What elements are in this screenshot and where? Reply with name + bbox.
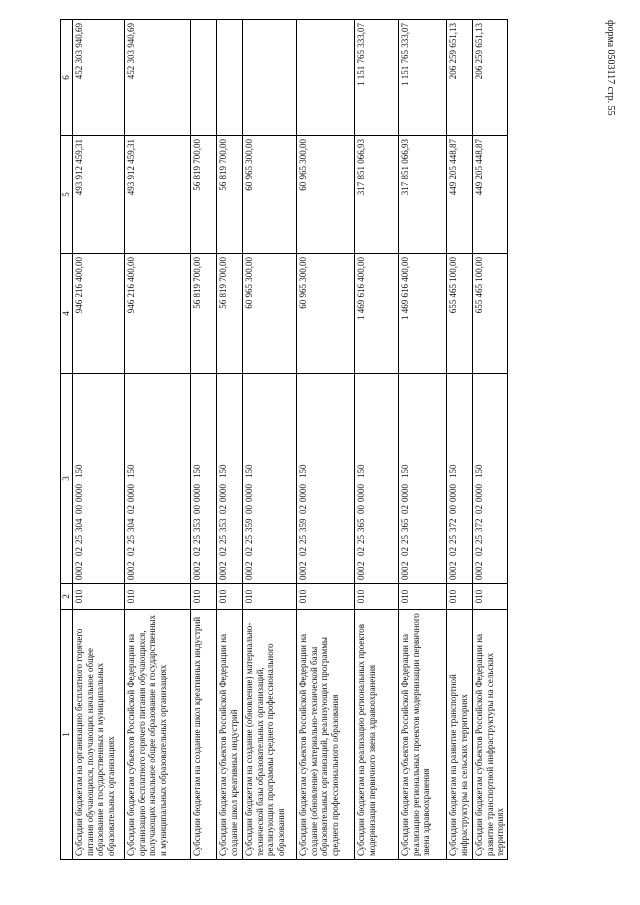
row-line-code: 010 bbox=[243, 584, 297, 610]
row-executed-amount: 449 205 448,87 bbox=[447, 136, 473, 254]
budget-code-segment: 150 bbox=[400, 464, 410, 478]
row-approved-amount: 946 216 400,00 bbox=[125, 254, 191, 374]
page-header: форма 0503117 стр. 55 bbox=[605, 20, 616, 116]
row-approved-amount: 946 216 400,00 bbox=[73, 254, 125, 374]
budget-code-segment: 02 bbox=[298, 505, 308, 514]
header-cell: 5 bbox=[61, 136, 73, 254]
budget-code-segment: 372 bbox=[474, 518, 484, 532]
budget-code-segment: 000 bbox=[244, 566, 254, 580]
row-name: Субсидии бюджетам субъектов Российской Федерации на реализацию региональных проектов модернизации первичного звена здравоохранения bbox=[399, 610, 447, 860]
table-row bbox=[355, 20, 399, 860]
table-row bbox=[125, 20, 191, 860]
header-cell: 6 bbox=[61, 20, 73, 136]
row-budget-code bbox=[399, 374, 447, 584]
row-budget-code bbox=[73, 374, 125, 584]
row-executed-amount: 317 851 066,93 bbox=[399, 136, 447, 254]
budget-code-segment: 02 bbox=[244, 547, 254, 556]
table-row bbox=[297, 20, 355, 860]
budget-code-segment: 0000 bbox=[126, 484, 136, 502]
row-executed-amount: 449 205 448,87 bbox=[473, 136, 508, 254]
budget-code-segment: 25 bbox=[218, 535, 228, 544]
header-cell: 2 bbox=[61, 584, 73, 610]
budget-code-segment: 25 bbox=[448, 535, 458, 544]
header-cell: 1 bbox=[61, 610, 73, 860]
budget-code-segment: 000 bbox=[298, 566, 308, 580]
table-header-row bbox=[61, 20, 73, 860]
row-executed-amount: 60 965 300,00 bbox=[297, 136, 355, 254]
budget-code-segment: 000 bbox=[218, 566, 228, 580]
row-unexecuted-amount: 452 303 940,69 bbox=[125, 20, 191, 136]
budget-code-segment: 365 bbox=[356, 518, 366, 532]
budget-code-segment: 02 bbox=[126, 505, 136, 514]
table-row bbox=[399, 20, 447, 860]
budget-code-segment: 000 bbox=[448, 566, 458, 580]
row-budget-code bbox=[217, 374, 243, 584]
row-budget-code bbox=[125, 374, 191, 584]
budget-code-segment: 2 bbox=[356, 561, 366, 566]
row-line-code: 010 bbox=[297, 584, 355, 610]
row-name: Субсидии бюджетам на реализацию региональных проектов модернизации первичного звена здравоохранения bbox=[355, 610, 399, 860]
row-approved-amount: 56 819 700,00 bbox=[191, 254, 217, 374]
budget-code-segment: 000 bbox=[474, 566, 484, 580]
row-executed-amount: 493 912 459,31 bbox=[125, 136, 191, 254]
table-row bbox=[243, 20, 297, 860]
row-budget-code bbox=[243, 374, 297, 584]
row-unexecuted-amount bbox=[297, 20, 355, 136]
budget-code-segment: 0000 bbox=[474, 484, 484, 502]
budget-code-segment: 000 bbox=[192, 566, 202, 580]
header-cell: 4 bbox=[61, 254, 73, 374]
budget-code-segment: 353 bbox=[192, 518, 202, 532]
table-body bbox=[73, 20, 508, 860]
budget-code-segment: 359 bbox=[298, 518, 308, 532]
budget-code-segment: 02 bbox=[192, 547, 202, 556]
budget-code-segment: 00 bbox=[244, 505, 254, 514]
budget-code-segment: 00 bbox=[448, 505, 458, 514]
row-line-code: 010 bbox=[191, 584, 217, 610]
row-unexecuted-amount: 452 303 940,69 bbox=[73, 20, 125, 136]
budget-code-segment: 25 bbox=[74, 535, 84, 544]
row-approved-amount: 655 465 100,00 bbox=[473, 254, 508, 374]
budget-code-segment: 150 bbox=[218, 464, 228, 478]
budget-code-segment: 2 bbox=[126, 561, 136, 566]
budget-code-segment: 2 bbox=[192, 561, 202, 566]
row-line-code: 010 bbox=[355, 584, 399, 610]
row-approved-amount: 60 965 300,00 bbox=[297, 254, 355, 374]
table-row bbox=[447, 20, 473, 860]
row-approved-amount: 56 819 700,00 bbox=[217, 254, 243, 374]
row-unexecuted-amount: 1 151 765 333,07 bbox=[355, 20, 399, 136]
row-budget-code bbox=[447, 374, 473, 584]
budget-code-segment: 000 bbox=[356, 566, 366, 580]
budget-code-segment: 359 bbox=[244, 518, 254, 532]
row-budget-code bbox=[191, 374, 217, 584]
budget-code-segment: 02 bbox=[218, 505, 228, 514]
row-unexecuted-amount: 206 259 651,13 bbox=[447, 20, 473, 136]
budget-code-segment: 25 bbox=[298, 535, 308, 544]
budget-code-segment: 25 bbox=[400, 535, 410, 544]
budget-code-segment: 02 bbox=[218, 547, 228, 556]
budget-code-segment: 150 bbox=[192, 464, 202, 478]
budget-code-segment: 02 bbox=[74, 547, 84, 556]
header-cell: 3 bbox=[61, 374, 73, 584]
row-executed-amount: 56 819 700,00 bbox=[191, 136, 217, 254]
budget-code-segment: 365 bbox=[400, 518, 410, 532]
row-line-code: 010 bbox=[447, 584, 473, 610]
budget-code-segment: 25 bbox=[192, 535, 202, 544]
budget-code-segment: 0000 bbox=[74, 484, 84, 502]
table-row bbox=[73, 20, 125, 860]
row-line-code: 010 bbox=[473, 584, 508, 610]
budget-code-segment: 25 bbox=[474, 535, 484, 544]
budget-code-segment: 00 bbox=[356, 505, 366, 514]
budget-code-segment: 00 bbox=[192, 505, 202, 514]
budget-code-segment: 150 bbox=[298, 464, 308, 478]
budget-code-segment: 25 bbox=[244, 535, 254, 544]
budget-code-segment: 02 bbox=[474, 505, 484, 514]
budget-code-segment: 150 bbox=[74, 464, 84, 478]
row-unexecuted-amount: 1 151 765 333,07 bbox=[399, 20, 447, 136]
budget-code-segment: 0000 bbox=[356, 484, 366, 502]
row-executed-amount: 493 912 459,31 bbox=[73, 136, 125, 254]
budget-code-segment: 2 bbox=[244, 561, 254, 566]
row-line-code: 010 bbox=[399, 584, 447, 610]
budget-code-segment: 0000 bbox=[448, 484, 458, 502]
budget-code-segment: 02 bbox=[126, 547, 136, 556]
budget-code-segment: 353 bbox=[218, 518, 228, 532]
budget-code-segment: 2 bbox=[218, 561, 228, 566]
row-name: Субсидии бюджетам субъектов Российской Федерации на развитие транспортной инфраструктуры на сельских территориях bbox=[473, 610, 508, 860]
budget-code-segment: 150 bbox=[244, 464, 254, 478]
budget-code-segment: 000 bbox=[74, 566, 84, 580]
budget-code-segment: 000 bbox=[400, 566, 410, 580]
row-budget-code bbox=[355, 374, 399, 584]
budget-code-segment: 2 bbox=[74, 561, 84, 566]
budget-code-segment: 150 bbox=[356, 464, 366, 478]
budget-code-segment: 25 bbox=[356, 535, 366, 544]
budget-code-segment: 372 bbox=[448, 518, 458, 532]
row-name: Субсидии бюджетам на развитие транспортной инфраструктуры на сельских территориях bbox=[447, 610, 473, 860]
row-approved-amount: 60 965 300,00 bbox=[243, 254, 297, 374]
budget-code-segment: 2 bbox=[448, 561, 458, 566]
budget-code-segment: 150 bbox=[448, 464, 458, 478]
table-row bbox=[473, 20, 508, 860]
budget-code-segment: 2 bbox=[400, 561, 410, 566]
row-name: Субсидии бюджетам субъектов Российской Федерации на создание школ креативных индустрий bbox=[217, 610, 243, 860]
row-unexecuted-amount bbox=[217, 20, 243, 136]
row-name: Субсидии бюджетам субъектов Российской Федерации на организацию бесплатного горячего питания обучающихся, получающих начальное общее образование в государственных и муниципальных образовательных организациях bbox=[125, 610, 191, 860]
budget-code-segment: 02 bbox=[400, 505, 410, 514]
report-table bbox=[60, 19, 508, 860]
budget-code-segment: 0000 bbox=[218, 484, 228, 502]
row-approved-amount: 1 469 616 400,00 bbox=[355, 254, 399, 374]
row-name: Субсидии бюджетам субъектов Российской Федерации на создание (обновление) материально-технической базы образовательных организаций, реализующих программы среднего профессионального образования bbox=[297, 610, 355, 860]
budget-code-segment: 00 bbox=[74, 505, 84, 514]
row-budget-code bbox=[297, 374, 355, 584]
row-line-code: 010 bbox=[217, 584, 243, 610]
budget-code-segment: 304 bbox=[126, 518, 136, 532]
row-approved-amount: 655 465 100,00 bbox=[447, 254, 473, 374]
budget-code-segment: 25 bbox=[126, 535, 136, 544]
budget-code-segment: 2 bbox=[298, 561, 308, 566]
budget-code-segment: 02 bbox=[400, 547, 410, 556]
budget-code-segment: 0000 bbox=[192, 484, 202, 502]
row-executed-amount: 317 851 066,93 bbox=[355, 136, 399, 254]
row-unexecuted-amount bbox=[243, 20, 297, 136]
budget-code-segment: 02 bbox=[356, 547, 366, 556]
rotated-table-container bbox=[60, 20, 580, 860]
row-name: Субсидии бюджетам на создание школ креативных индустрий bbox=[191, 610, 217, 860]
budget-code-segment: 000 bbox=[126, 566, 136, 580]
row-executed-amount: 56 819 700,00 bbox=[217, 136, 243, 254]
row-approved-amount: 1 469 616 400,00 bbox=[399, 254, 447, 374]
row-name: Субсидии бюджетам на организацию бесплатного горячего питания обучающихся, получающих начальное общее образование в государственных и муниципальных образовательных организациях bbox=[73, 610, 125, 860]
table-row bbox=[191, 20, 217, 860]
budget-code-segment: 02 bbox=[298, 547, 308, 556]
row-budget-code bbox=[473, 374, 508, 584]
budget-code-segment: 0000 bbox=[298, 484, 308, 502]
budget-code-segment: 0000 bbox=[244, 484, 254, 502]
row-line-code: 010 bbox=[73, 584, 125, 610]
budget-code-segment: 02 bbox=[448, 547, 458, 556]
budget-code-segment: 150 bbox=[126, 464, 136, 478]
budget-code-segment: 0000 bbox=[400, 484, 410, 502]
row-unexecuted-amount: 206 259 651,13 bbox=[473, 20, 508, 136]
row-line-code: 010 bbox=[125, 584, 191, 610]
row-executed-amount: 60 965 300,00 bbox=[243, 136, 297, 254]
row-unexecuted-amount bbox=[191, 20, 217, 136]
table-row bbox=[217, 20, 243, 860]
budget-code-segment: 304 bbox=[74, 518, 84, 532]
budget-code-segment: 150 bbox=[474, 464, 484, 478]
budget-code-segment: 2 bbox=[474, 561, 484, 566]
row-name: Субсидии бюджетам на создание (обновление) материально-технической базы образовательных организаций, реализующих программы среднего профессионального образования bbox=[243, 610, 297, 860]
budget-code-segment: 02 bbox=[474, 547, 484, 556]
